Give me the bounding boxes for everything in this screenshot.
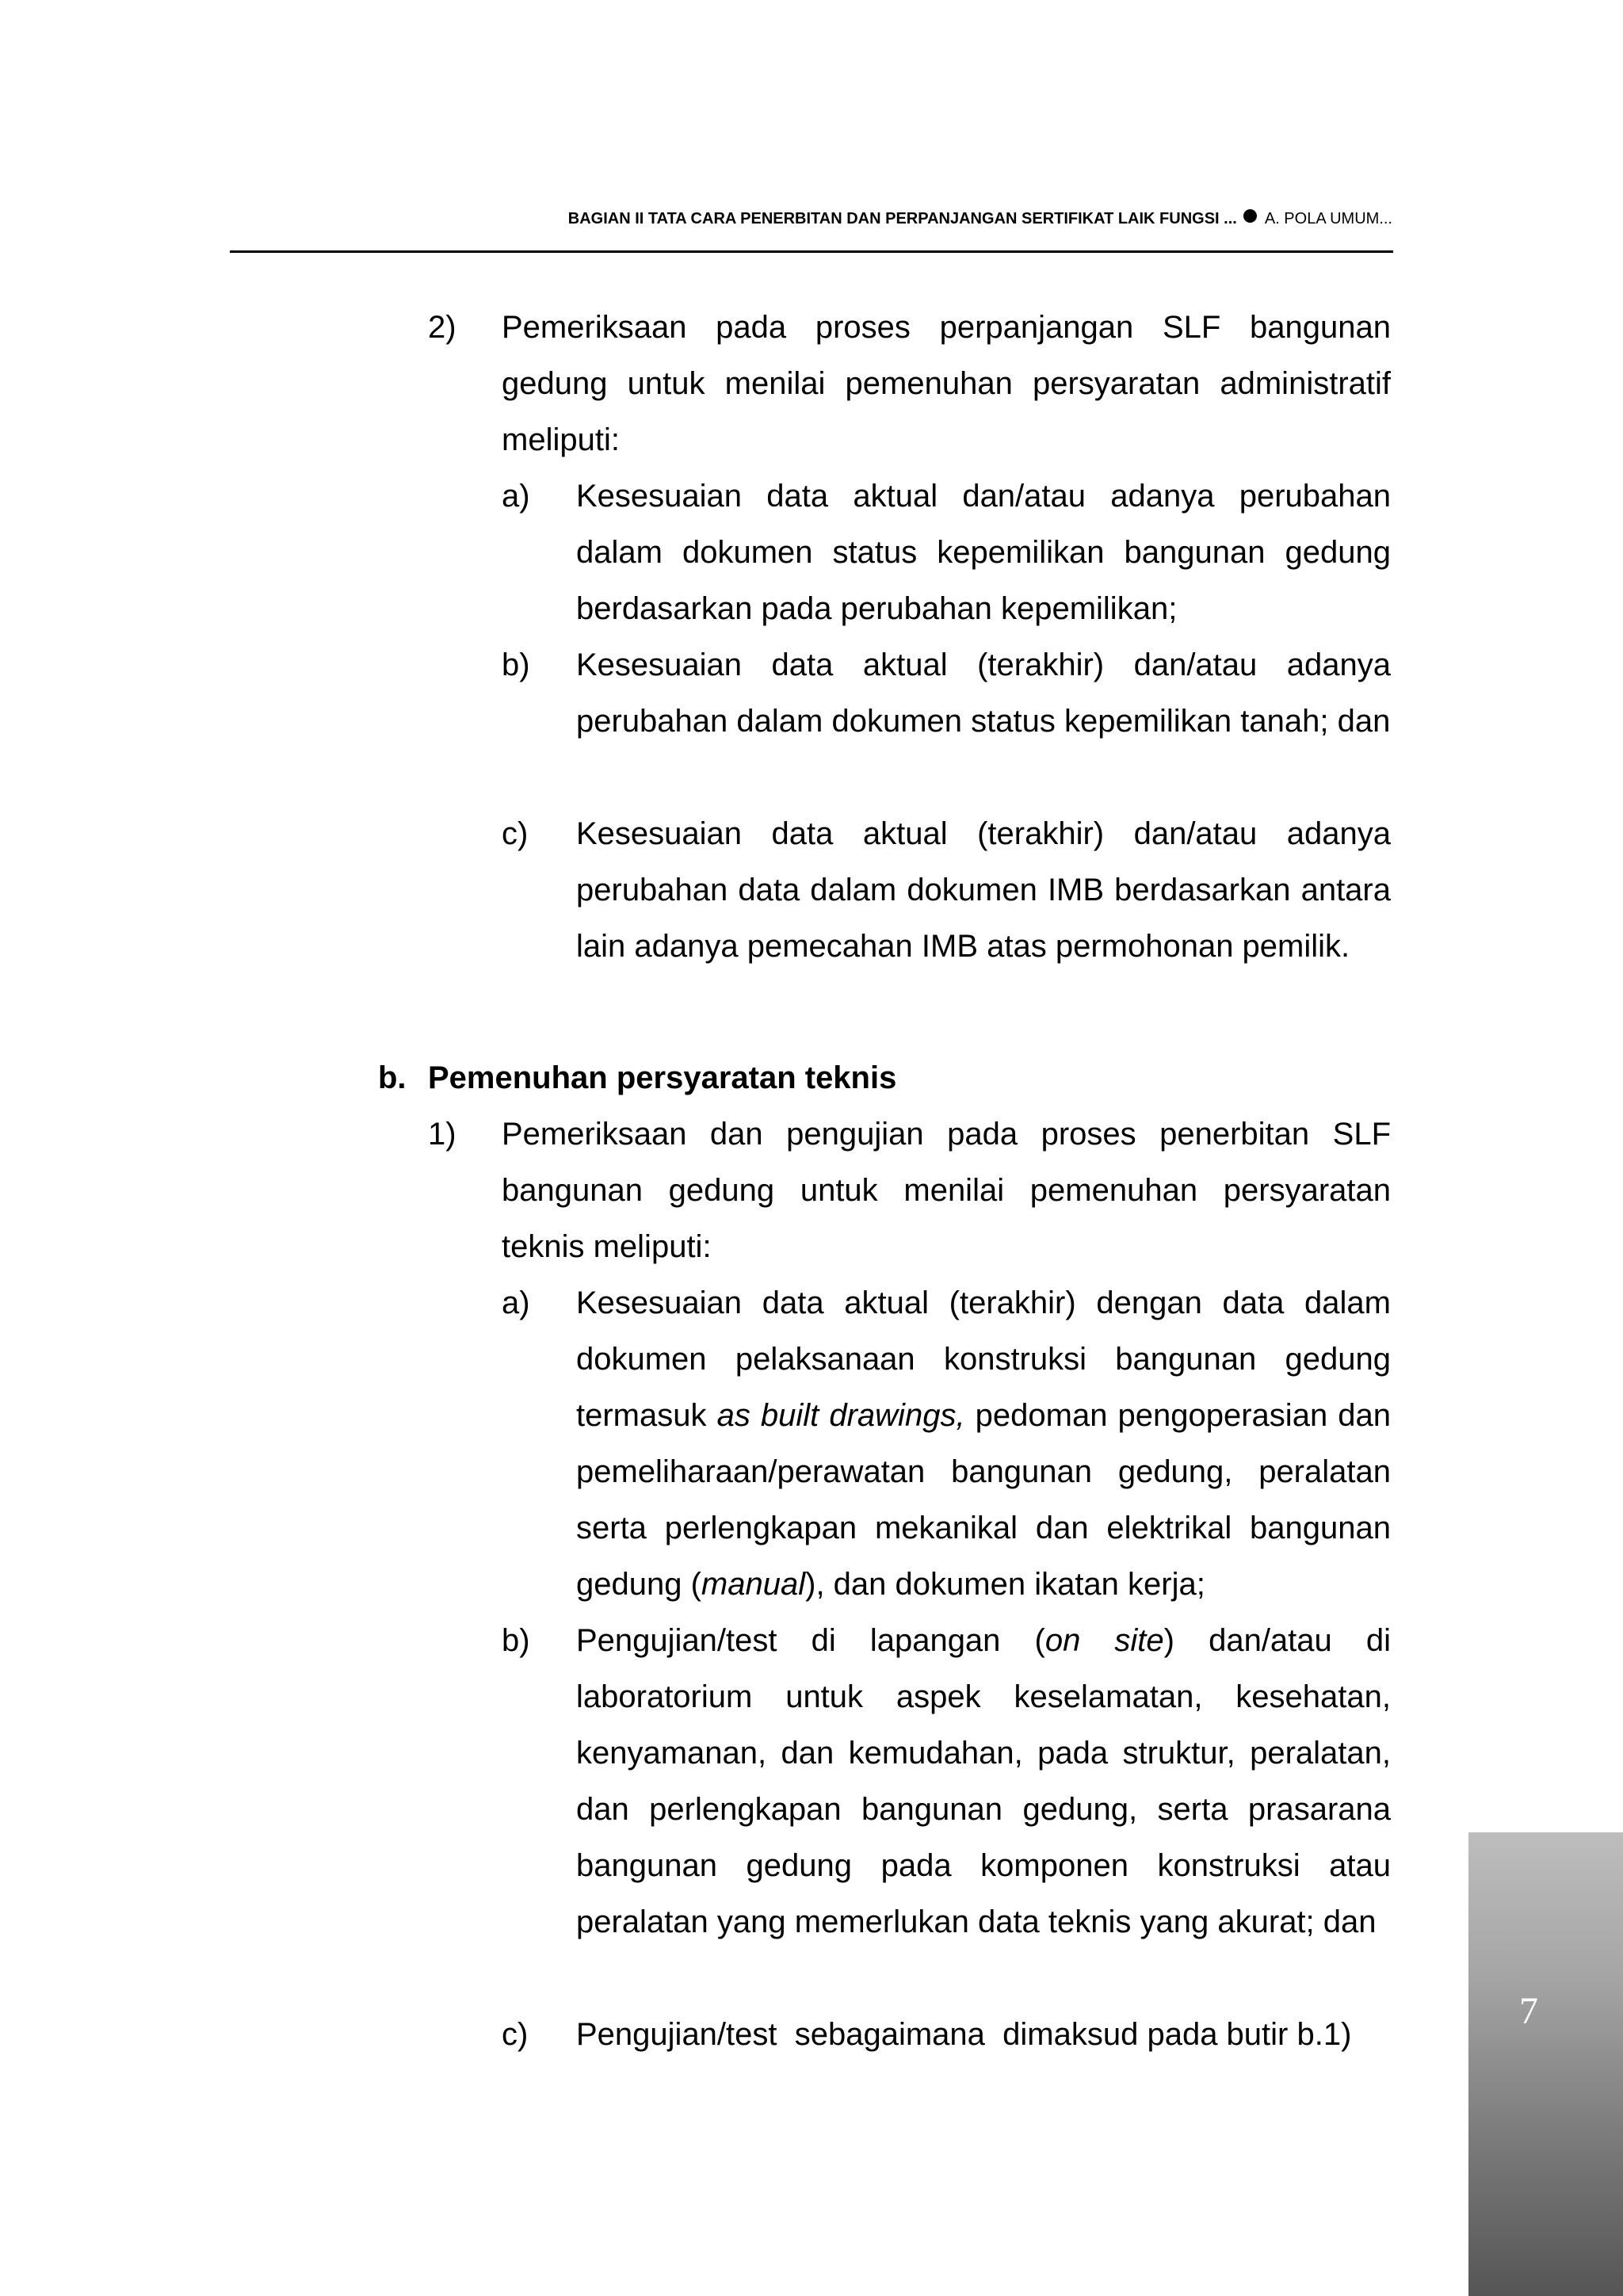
section-heading: Pemenuhan persyaratan teknis bbox=[428, 1060, 897, 1095]
italic-term: manual bbox=[701, 1567, 806, 1602]
list-item-text: Pemeriksaan pada proses perpanjangan SLF bangunan gedung untuk menilai pemenuhan persyaratan administratif meliputi: bbox=[502, 310, 1391, 457]
section-marker: b. bbox=[378, 1060, 407, 1095]
sublist-marker: c) bbox=[502, 2017, 529, 2052]
italic-term: on site bbox=[1044, 1623, 1164, 1658]
sublist-marker: b) bbox=[502, 648, 530, 682]
sublist-item-text: Kesesuaian data aktual (terakhir) dan/atau adanya perubahan data dalam dokumen IMB berdasarkan antara lain adanya pemecahan IMB atas permohonan pemilik. bbox=[576, 816, 1391, 964]
sublist-item-text: Pengujian/test sebagaimana dimaksud pada butir b.1) bbox=[576, 2017, 1352, 2052]
list-item-text: Pemeriksaan dan pengujian pada proses penerbitan SLF bangunan gedung untuk menilai pemenuhan persyaratan teknis meliputi: bbox=[502, 1117, 1391, 1264]
bullet-dot-icon bbox=[1243, 209, 1257, 223]
list-marker: 1) bbox=[428, 1117, 456, 1152]
list-marker: 2) bbox=[428, 310, 456, 345]
sublist-marker: a) bbox=[502, 1286, 530, 1320]
running-header bbox=[0, 204, 1392, 233]
header-section-title: A. POLA UMUM... bbox=[1264, 210, 1392, 227]
sublist-item-text: Kesesuaian data aktual dan/atau adanya perubahan dalam dokumen status kepemilikan bangunan gedung berdasarkan pada perubahan kepemilikan; bbox=[576, 479, 1391, 626]
sublist-item-text: Kesesuaian data aktual (terakhir) dengan data dalam dokumen pelaksanaan konstruksi bangunan gedung termasuk as built drawings, pedoman pengoperasian dan pemeliharaan/perawatan bangunan gedung, peralatan serta perlengkapan mekanikal dan elektrikal bangunan gedung (manual), dan dokumen ikatan kerja; bbox=[576, 1286, 1392, 1602]
page-tab bbox=[1468, 1832, 1623, 2296]
header-part-title: BAGIAN II TATA CARA PENERBITAN DAN PERPANJANGAN SERTIFIKAT LAIK FUNGSI ... bbox=[567, 210, 1237, 227]
sublist-item-text: Pengujian/test di lapangan (on site) dan/atau di laboratorium untuk aspek keselamatan, kesehatan, kenyamanan, dan kemudahan, pada struktur, peralatan, dan perlengkapan bangunan gedung, serta prasarana bangunan gedung pada komponen konstruksi atau peralatan yang memerlukan data teknis yang akurat; dan bbox=[576, 1623, 1391, 1939]
page-number: 7 bbox=[1519, 1990, 1538, 2032]
sublist-marker: a) bbox=[502, 479, 530, 514]
sublist-marker: b) bbox=[502, 1623, 530, 1658]
header-rule bbox=[230, 250, 1393, 253]
italic-term: as built drawings, bbox=[716, 1398, 965, 1433]
sublist-marker: c) bbox=[502, 816, 529, 851]
sublist-item-text: Kesesuaian data aktual (terakhir) dan/atau adanya perubahan dalam dokumen status kepemilikan tanah; dan bbox=[576, 648, 1391, 739]
